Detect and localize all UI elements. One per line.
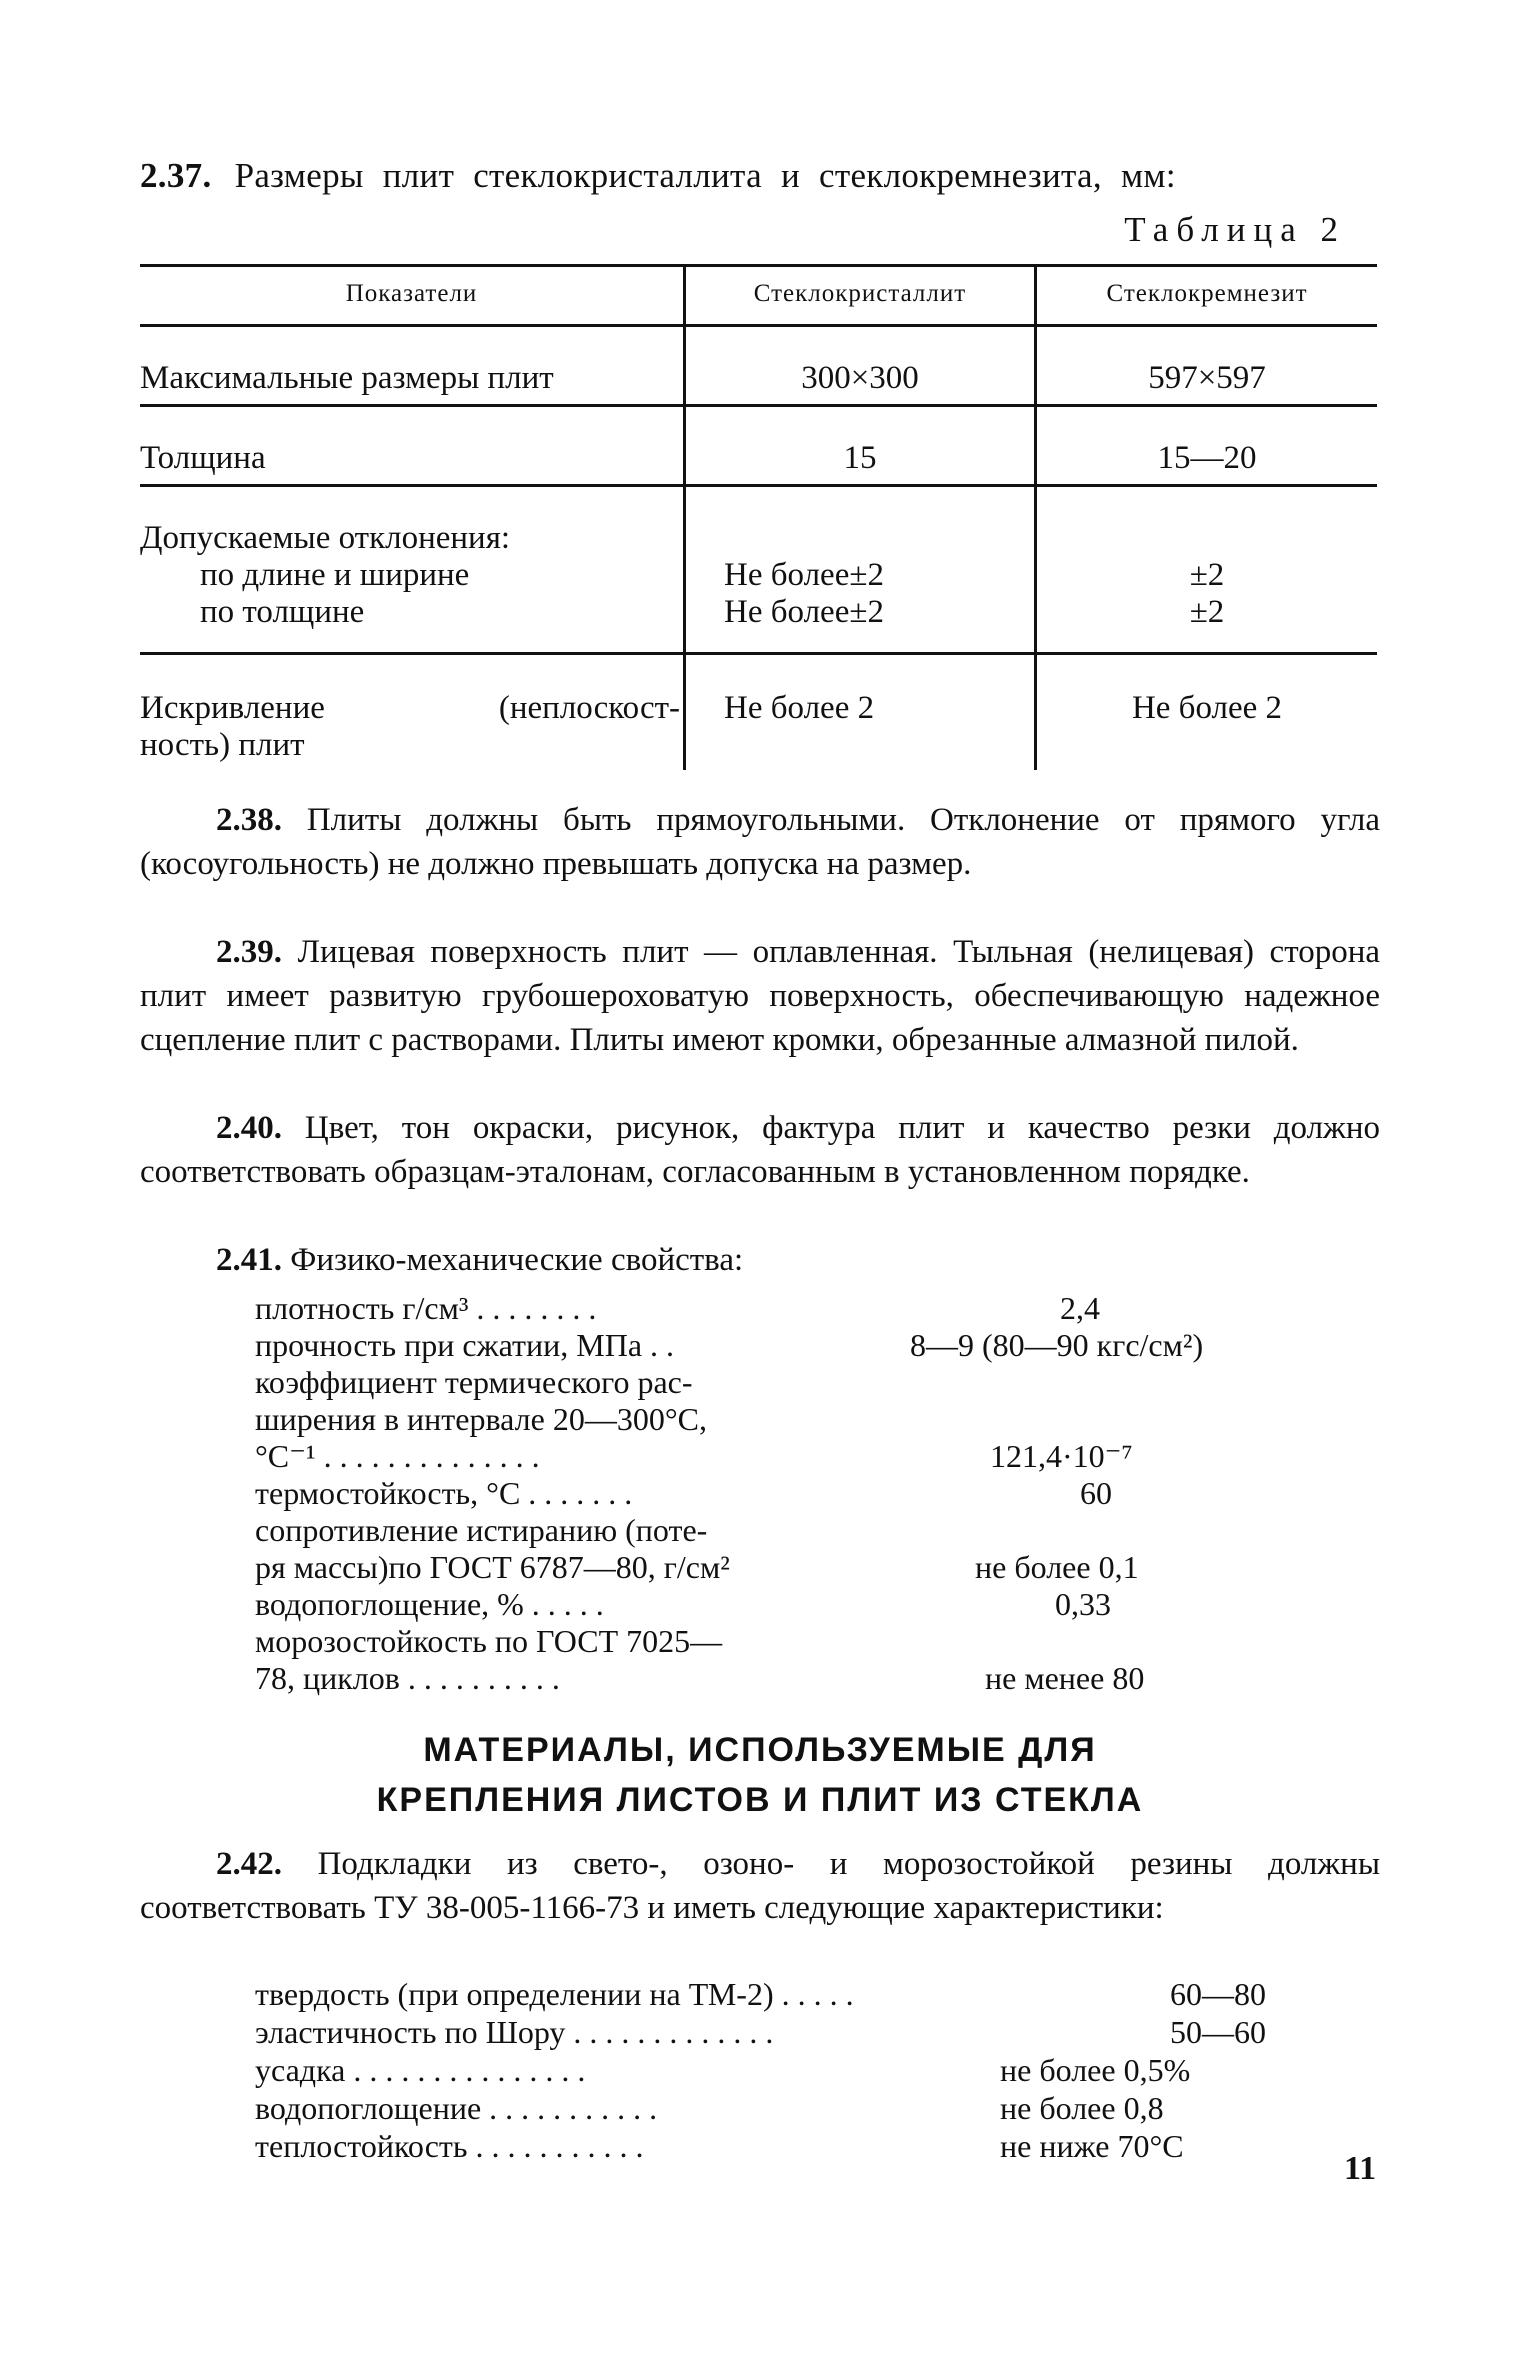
property-label: водопоглощение, % . . . . . <box>255 1586 604 1622</box>
paragraph-2-39 <box>140 930 1380 1062</box>
rubber-property-value: 60—80 <box>1170 1976 1266 2012</box>
property-value: не более 0,1 <box>975 1549 1139 1585</box>
page-number: 11 <box>1344 2150 1377 2187</box>
rubber-property-value: 50—60 <box>1170 2014 1266 2050</box>
rubber-property-label: твердость (при определении на ТМ-2) . . . . . <box>255 1976 854 2012</box>
table-row-rule <box>140 652 1377 655</box>
paragraph-number: 2.38. <box>216 802 282 838</box>
property-value: не менее 80 <box>985 1660 1145 1696</box>
paragraph-text: Плиты должны быть прямоугольными. Отклонение от прямого угла (косоугольность) не должно превышать допуска на размер. <box>140 802 1380 882</box>
property-value: 0,33 <box>1055 1586 1111 1622</box>
table-cell-value: Не более 2 <box>1131 690 1283 726</box>
table-cell-label: по длине и ширине <box>200 557 470 593</box>
property-value: 8—9 (80—90 кгс/см²) <box>910 1327 1204 1363</box>
table-header-glass-crystallite: Стеклокристаллит <box>753 280 967 307</box>
property-label: морозостойкость по ГОСТ 7025— <box>255 1623 723 1659</box>
table-cell-value: Не более±2 <box>724 557 884 593</box>
property-label: ширения в интервале 20—300°С, <box>255 1401 707 1437</box>
table-header-indicators: Показатели <box>345 280 478 307</box>
property-label: плотность г/см³ . . . . . . . . <box>255 1290 597 1326</box>
section-title <box>140 1725 1380 1825</box>
rubber-property-label: теплостойкость . . . . . . . . . . . <box>255 2128 644 2164</box>
paragraph-number: 2.41. <box>216 1242 282 1278</box>
property-label: прочность при сжатии, МПа . . <box>255 1327 675 1363</box>
table-cell-value: 15 <box>843 440 877 476</box>
paragraph-2-38 <box>140 798 1380 886</box>
rubber-property-label: усадка . . . . . . . . . . . . . . . <box>255 2052 586 2088</box>
paragraph-number: 2.42. <box>216 1846 282 1882</box>
section-number: 2.37. <box>140 156 212 195</box>
table-cell-value: Не более±2 <box>724 594 884 630</box>
table-cell-label: Толщина <box>140 440 266 476</box>
property-value: 60 <box>1080 1475 1112 1511</box>
table-cell-label: по толщине <box>200 594 365 630</box>
rubber-property-value: не более 0,5% <box>1000 2052 1191 2088</box>
rubber-property-value: не ниже 70°С <box>1000 2128 1184 2164</box>
paragraph-text: Цвет, тон окраски, рисунок, фактура плит и качество резки должно соответствовать образцам-эталонам, согласованным в установленном порядке. <box>140 1110 1381 1190</box>
table-cell-value: 15—20 <box>1157 440 1257 476</box>
table-caption: Таблица 2 <box>1124 210 1346 249</box>
rubber-property-label: эластичность по Шору . . . . . . . . . . . . . <box>255 2014 774 2050</box>
section-title-line: КРЕПЛЕНИЯ ЛИСТОВ И ПЛИТ ИЗ СТЕКЛА <box>376 1781 1144 1819</box>
paragraph-2-41 <box>140 1238 1380 1282</box>
section-text: Размеры плит стеклокристаллита и стеклокремнезита, мм: <box>234 156 1176 195</box>
table-cell-value: Не более 2 <box>724 690 875 726</box>
rubber-property-label: водопоглощение . . . . . . . . . . . <box>255 2090 658 2126</box>
table-cell-label: ность) плит <box>140 727 305 763</box>
table-cell-label: Допускаемые отклонения: <box>140 520 511 556</box>
table-row-rule <box>140 404 1377 407</box>
table-top-rule <box>140 264 1377 267</box>
property-value: 2,4 <box>1060 1290 1100 1326</box>
paragraph-2-40 <box>140 1106 1380 1194</box>
property-label: °С⁻¹ . . . . . . . . . . . . . . <box>255 1438 540 1474</box>
table-cell-value: ±2 <box>1189 594 1225 630</box>
paragraph-text: Физико-механические свойства: <box>290 1242 744 1278</box>
table-row-rule <box>140 484 1377 487</box>
paragraph-text: Подкладки из свето-, озоно- и морозостойкой резины должны соответствовать ТУ 38-005-1166-73 и иметь следующие характеристики: <box>140 1846 1381 1926</box>
table-header-glass-silicate: Стеклокремнезит <box>1106 280 1308 307</box>
property-label: коэффициент термического рас- <box>255 1364 693 1400</box>
paragraph-text: Лицевая поверхность плит — оплавленная. Тыльная (нелицевая) сторона плит имеет развитую грубошероховатую поверхность, обеспечивающую надежное сцепление плит с растворами. Плиты имеют кромки, обрезанные алмазной пилой. <box>140 934 1380 1058</box>
section-title-line: МАТЕРИАЛЫ, ИСПОЛЬЗУЕМЫЕ ДЛЯ <box>423 1731 1097 1769</box>
table-cell-label: Максимальные размеры плит <box>140 360 554 396</box>
property-label: термостойкость, °С . . . . . . . <box>255 1475 633 1511</box>
paragraph-number: 2.39. <box>216 934 282 970</box>
property-value: 121,4·10⁻⁷ <box>990 1438 1133 1474</box>
property-label: ря массы)по ГОСТ 6787—80, г/см² <box>255 1549 730 1585</box>
paragraph-2-42 <box>140 1842 1380 1930</box>
rubber-property-value: не более 0,8 <box>1000 2090 1164 2126</box>
table-cell-label: Искривление (неплоскост- <box>140 690 680 726</box>
table-col-divider <box>683 266 686 770</box>
paragraph-number: 2.40. <box>216 1110 282 1146</box>
table-cell-value: 597×597 <box>1148 360 1266 396</box>
property-label: сопротивление истиранию (поте- <box>255 1512 708 1548</box>
property-label: 78, циклов . . . . . . . . . . <box>255 1660 560 1696</box>
section-2-37-heading <box>140 156 1380 196</box>
table-header-rule <box>140 324 1377 327</box>
table-cell-value: 300×300 <box>801 360 919 396</box>
table-cell-value: ±2 <box>1189 557 1225 593</box>
